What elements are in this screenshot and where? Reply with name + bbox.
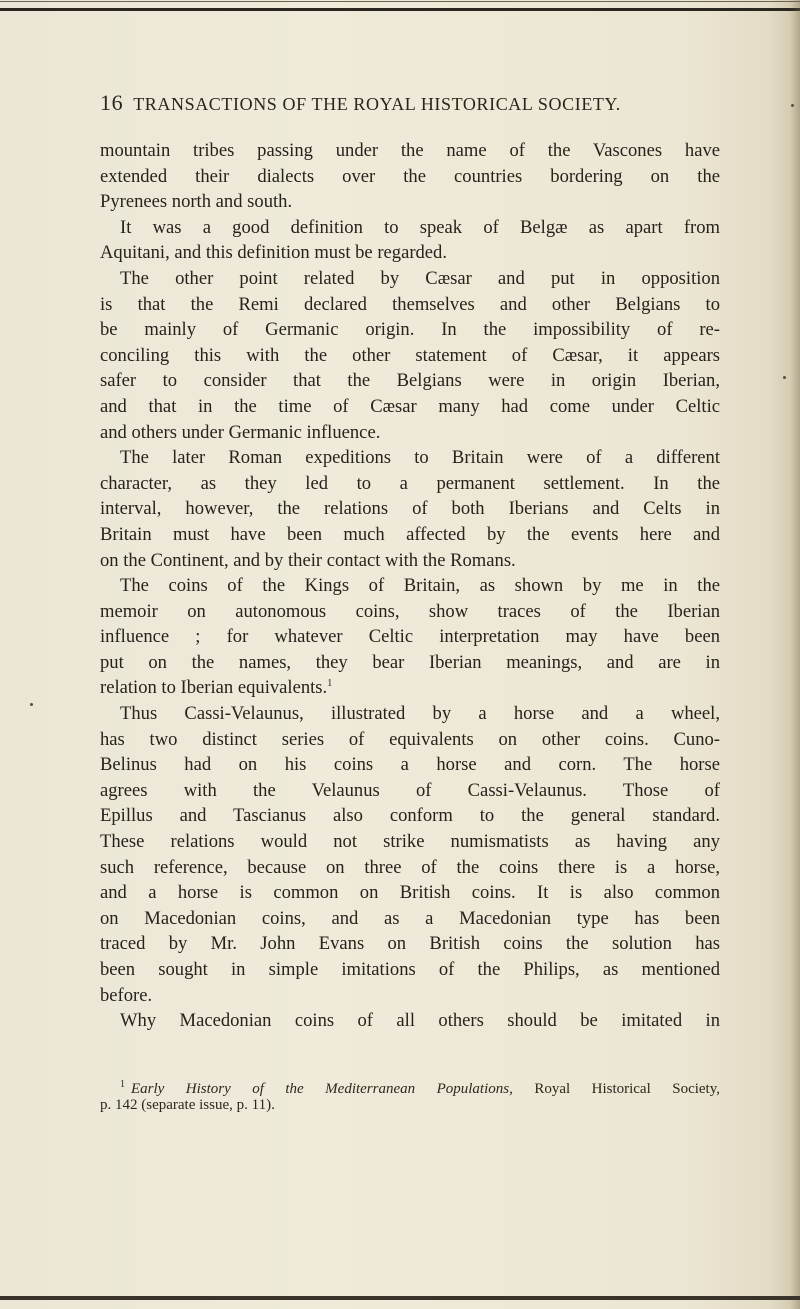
- paragraph-start: The later Roman expeditions to Britain were of a different: [120, 447, 720, 469]
- text-line: on Macedonian coins, and as a Macedonian type has been: [100, 907, 720, 929]
- paragraph-start: The coins of the Kings of Britain, as shown by me in the: [120, 575, 720, 597]
- text-line: safer to consider that the Belgians were in origin Iberian,: [100, 370, 720, 392]
- paper-speck: [791, 104, 794, 107]
- paragraph-start: Why Macedonian coins of all others should be imitated in: [120, 1010, 720, 1032]
- text-line: such reference, because on three of the coins there is a horse,: [100, 856, 720, 878]
- paragraph-start: It was a good definition to speak of Belgæ as apart from: [120, 216, 720, 238]
- text-line: Belinus had on his coins a horse and corn. The horse: [100, 754, 720, 776]
- top-rule: [0, 8, 800, 11]
- text-fragment: relation to Iberian equivalents.: [100, 677, 328, 699]
- text-line: put on the names, they bear Iberian meanings, and are in: [100, 651, 720, 673]
- text-line: These relations would not strike numismatists as having any: [100, 831, 720, 853]
- page-edge-shadow: [790, 0, 800, 1309]
- paper-speck: [783, 376, 786, 379]
- text-line: Aquitani, and this definition must be regarded.: [100, 242, 448, 264]
- text-line: agrees with the Velaunus of Cassi-Velaunus. Those of: [100, 779, 720, 801]
- text-line: Epillus and Tascianus also conform to the general standard.: [100, 805, 720, 827]
- text-line: memoir on autonomous coins, show traces of the Iberian: [100, 600, 720, 622]
- text-line: Pyrenees north and south.: [100, 191, 293, 213]
- top-edge-line: [0, 1, 800, 2]
- text-line: conciling this with the other statement of Cæsar, it appears: [100, 344, 720, 366]
- main-text: [100, 138, 720, 1034]
- running-header: [100, 90, 720, 120]
- paragraph-start: Thus Cassi-Velaunus, illustrated by a horse and a wheel,: [120, 703, 720, 725]
- text-line: on the Continent, and by their contact with the Romans.: [100, 549, 516, 571]
- running-title: TRANSACTIONS OF THE ROYAL HISTORICAL SOCIETY.: [133, 94, 621, 114]
- text-line: has two distinct series of equivalents on other coins. Cuno-: [100, 728, 720, 750]
- footnote-book-title: Early History of the Mediterranean Populations,: [131, 1081, 513, 1097]
- text-line: Britain must have been much affected by the events here and: [100, 523, 720, 545]
- text-line: is that the Remi declared themselves and other Belgians to: [100, 293, 720, 315]
- text-line: before.: [100, 984, 153, 1006]
- footnote-publisher: Royal Historical Society,: [512, 1081, 720, 1097]
- footnote-reference: 1: [327, 678, 333, 690]
- text-line: and that in the time of Cæsar many had come under Celtic: [100, 395, 720, 417]
- page-number: 16: [100, 90, 124, 115]
- text-line: mountain tribes passing under the name of the Vascones have: [100, 140, 720, 161]
- text-line-with-note: [100, 675, 720, 701]
- text-line: influence ; for whatever Celtic interpretation may have been: [100, 626, 720, 648]
- footnote: [100, 1074, 720, 1116]
- text-line: and others under Germanic influence.: [100, 421, 381, 443]
- footnote-line: [100, 1074, 720, 1095]
- text-line: be mainly of Germanic origin. In the impossibility of re-: [100, 319, 720, 341]
- text-line: been sought in simple imitations of the Philips, as mentioned: [100, 959, 720, 980]
- paragraph-start: The other point related by Cæsar and put in opposition: [120, 267, 720, 289]
- paper-speck: [30, 703, 33, 706]
- footnote-mark: 1: [120, 1079, 125, 1090]
- text-line: interval, however, the relations of both Iberians and Celts in: [100, 498, 720, 520]
- text-line: traced by Mr. John Evans on British coins the solution has: [100, 933, 720, 955]
- text-line: character, as they led to a permanent settlement. In the: [100, 472, 720, 494]
- bottom-rule: [0, 1296, 800, 1300]
- text-line: extended their dialects over the countries bordering on the: [100, 165, 720, 187]
- text-line: and a horse is common on British coins. It is also common: [100, 882, 720, 904]
- footnote-line: p. 142 (separate issue, p. 11).: [100, 1097, 275, 1113]
